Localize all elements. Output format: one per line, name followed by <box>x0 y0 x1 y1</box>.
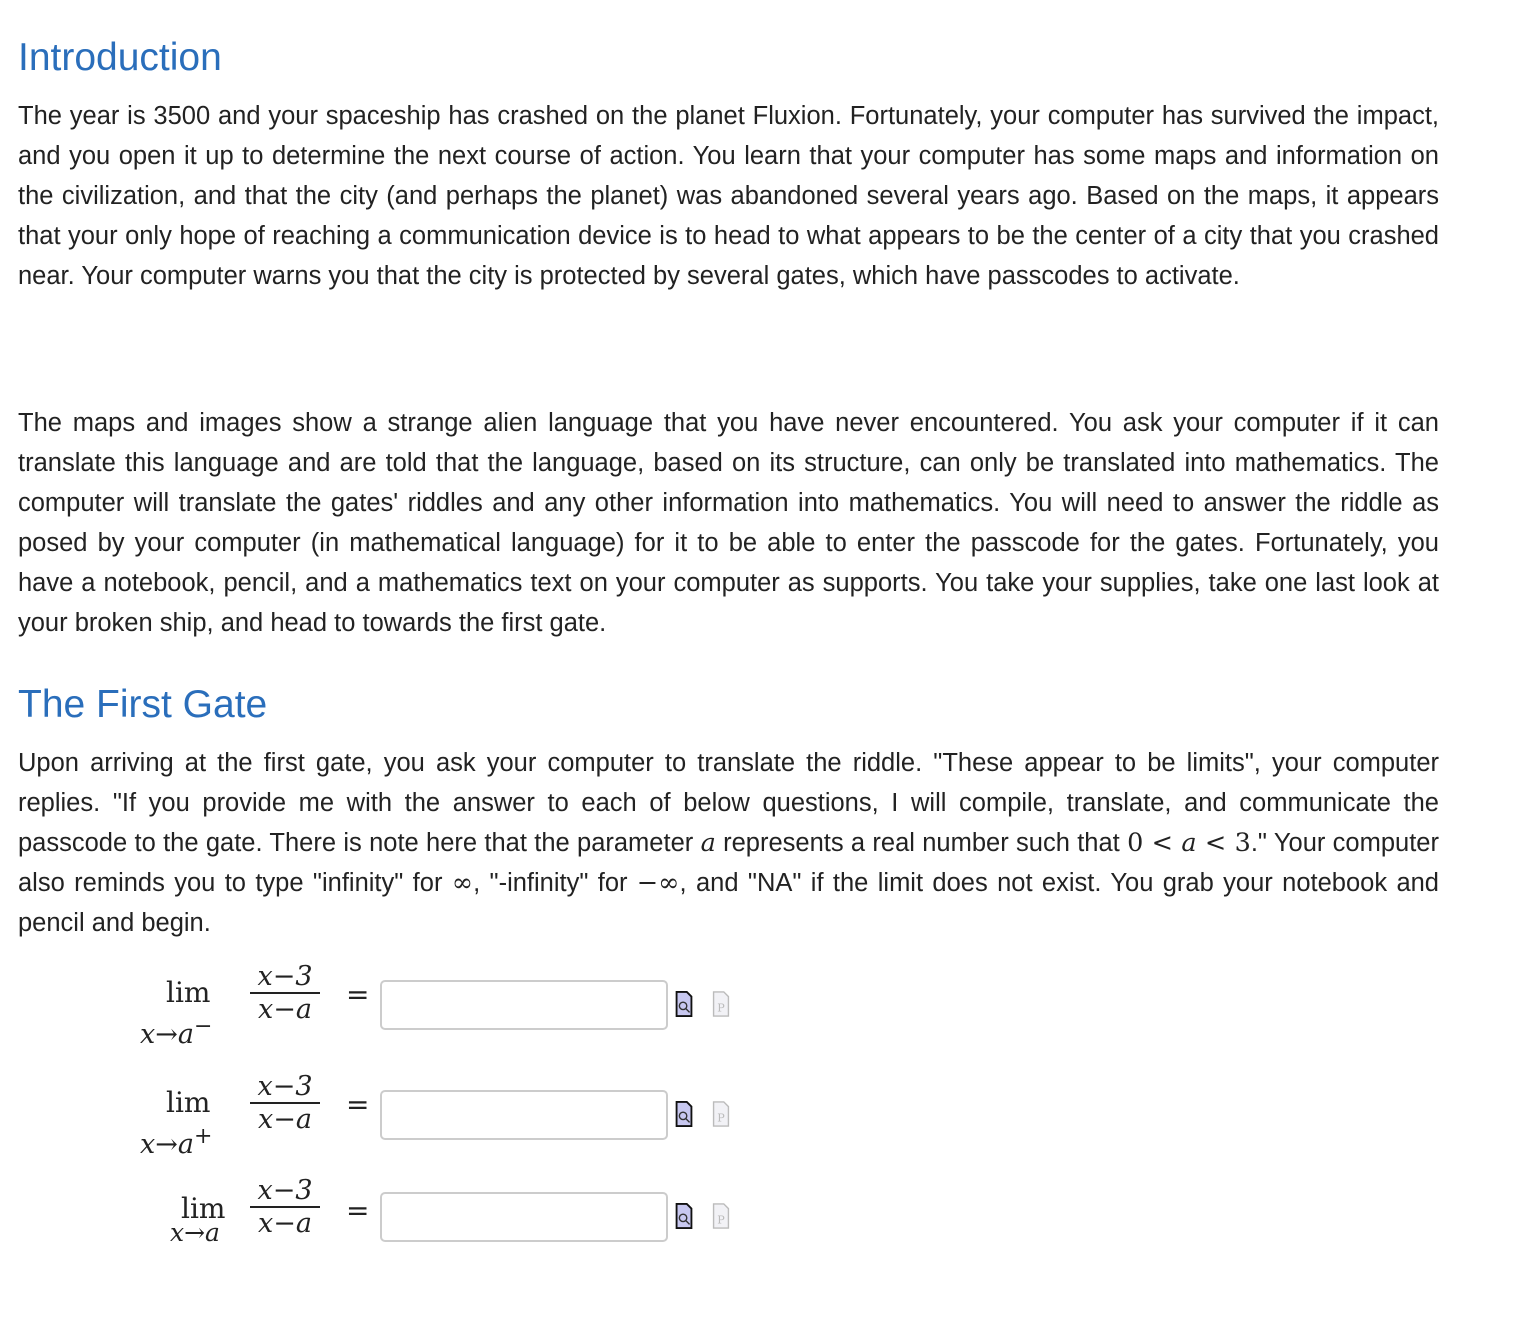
denominator: x−a <box>258 1104 312 1135</box>
sup: − <box>193 1014 213 1039</box>
equals: = <box>346 978 370 1011</box>
preview-answer-icon[interactable] <box>675 1203 693 1229</box>
svg-text:P: P <box>717 1213 725 1227</box>
first-gate-paragraph <box>18 743 1439 943</box>
lim: lim <box>166 976 211 1009</box>
intro-paragraph-2: The maps and images show a strange alien language that you have never encountered. You ask your computer if it can translate this language and are told that the language, based on its structure, can only be translated into mathematics. The computer will translate the gates' riddles and any other information into mathematics. You will need to answer the riddle as posed by your computer (in mathematical language) for it to be able to enter the passcode for the gates. Fortunately, you have a notebook, pencil, and a mathematics text on your computer as supports. You take your supplies, take one last look at your broken ship, and head to towards the first gate. <box>18 409 1439 637</box>
sup: + <box>193 1124 213 1149</box>
answer-input-3[interactable] <box>380 1192 668 1242</box>
math: a <box>1181 828 1197 858</box>
text: represents a real number such that <box>715 829 1128 857</box>
numerator: x−3 <box>250 1072 320 1104</box>
math: 0 < <box>1127 828 1182 858</box>
text: , "-infinity" for <box>473 869 637 897</box>
intro-paragraph-1: The year is 3500 and your spaceship has crashed on the planet Fluxion. Fortunately, your computer has survived the impact, and you open it up to determine the next course of action. You learn that your computer has some maps and information on the civilization, and that the city (and perhaps the planet) was abandoned several years ago. Based on the maps, it appears that your only hope of reaching a communication device is to head to what appears to be the center of a city that you crashed near. Your computer warns you that the city is protected by several gates, which have passcodes to activate. <box>18 102 1439 290</box>
denominator: x−a <box>258 994 312 1025</box>
question-row-1 <box>18 962 818 1062</box>
lim-subscript <box>140 1014 212 1050</box>
equals: = <box>346 1194 370 1227</box>
sub: x→a <box>170 1218 220 1247</box>
question-row-2 <box>18 1072 818 1172</box>
neg-infinity-symbol: −∞ <box>636 868 680 898</box>
problem-icon[interactable] <box>712 1203 730 1229</box>
first-gate-heading: The First Gate <box>18 683 268 726</box>
fraction <box>250 1072 320 1136</box>
preview-answer-icon[interactable] <box>675 1101 693 1127</box>
svg-text:P: P <box>717 1111 725 1125</box>
sub: x→a <box>140 1129 194 1160</box>
answer-input-1[interactable] <box>380 980 668 1030</box>
lim-subscript <box>170 1218 220 1247</box>
svg-text:P: P <box>717 1001 725 1015</box>
fraction <box>250 1176 320 1240</box>
numerator: x−3 <box>250 962 320 994</box>
sub: x→a <box>140 1019 194 1050</box>
lim-subscript <box>140 1124 212 1160</box>
intro-heading: Introduction <box>18 36 222 79</box>
math: < 3 <box>1196 828 1251 858</box>
lim: lim <box>166 1086 211 1119</box>
fraction <box>250 962 320 1026</box>
text: , and "NA" if the limit does not exist. You grab your notebook and pencil and begin. <box>18 869 1439 937</box>
preview-answer-icon[interactable] <box>675 991 693 1017</box>
problem-icon[interactable] <box>712 991 730 1017</box>
denominator: x−a <box>258 1208 312 1239</box>
lim: lim <box>181 1192 226 1225</box>
problem-icon[interactable] <box>712 1101 730 1127</box>
text: ." Your computer also reminds you to type "infinity" for <box>18 829 1439 897</box>
numerator: x−3 <box>250 1176 320 1208</box>
equals: = <box>346 1088 370 1121</box>
answer-input-2[interactable] <box>380 1090 668 1140</box>
var-a: a <box>700 828 716 858</box>
infinity-symbol: ∞ <box>451 868 474 898</box>
question-row-3 <box>18 1176 818 1276</box>
text: Upon arriving at the first gate, you ask your computer to translate the riddle. "These appear to be limits", your computer replies. "If you provide me with the answer to each of below questions, I will compile, translate, and communicate the passcode to the gate. There is note here that the parameter <box>18 749 1439 857</box>
